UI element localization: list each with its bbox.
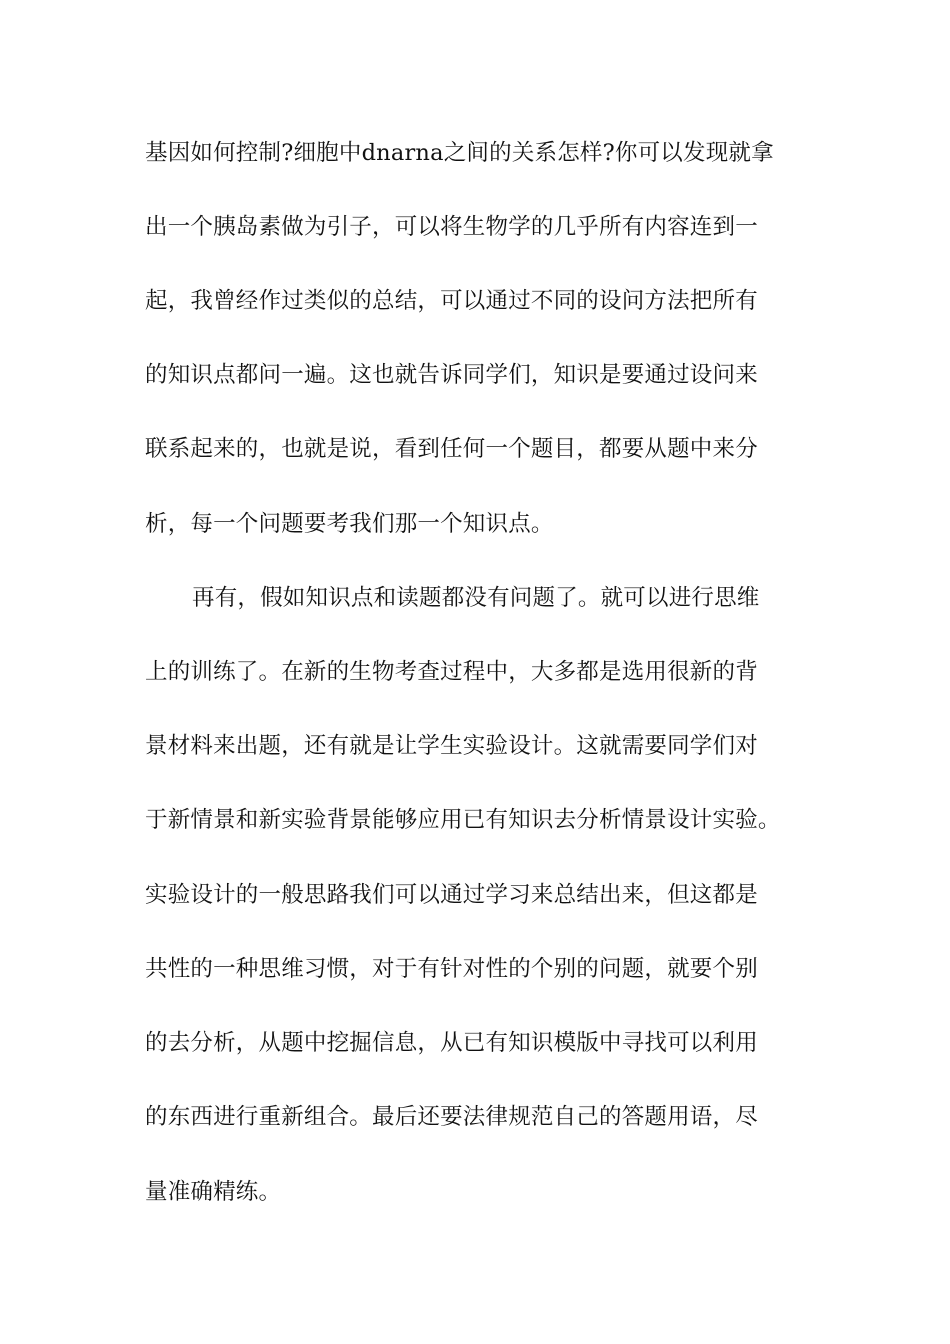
paragraph-line: 出一个胰岛素做为引子，可以将生物学的几乎所有内容连到一 [145, 214, 758, 240]
paragraph-line: 联系起来的，也就是说，看到任何一个题目，都要从题中来分 [145, 436, 758, 462]
paragraph-line: 上的训练了。在新的生物考查过程中，大多都是选用很新的背 [145, 659, 758, 685]
paragraph-line: 析，每一个问题要考我们那一个知识点。 [145, 511, 554, 537]
paragraph-line: 的东西进行重新组合。最后还要法律规范自己的答题用语，尽 [145, 1104, 758, 1130]
paragraph-line: 共性的一种思维习惯，对于有针对性的个别的问题，就要个别 [145, 956, 758, 982]
paragraph-line: 再有，假如知识点和读题都没有问题了。就可以进行思维 [192, 585, 760, 611]
paragraph-line: 实验设计的一般思路我们可以通过学习来总结出来，但这都是 [145, 882, 758, 908]
paragraph-line: 基因如何控制?细胞中dnarna之间的关系怎样?你可以发现就拿 [145, 140, 774, 166]
paragraph-line: 起，我曾经作过类似的总结，可以通过不同的设问方法把所有 [145, 288, 758, 314]
paragraph-line: 的知识点都问一遍。这也就告诉同学们，知识是要通过设问来 [145, 362, 758, 388]
paragraph-line: 景材料来出题，还有就是让学生实验设计。这就需要同学们对 [145, 733, 758, 759]
paragraph-line: 于新情景和新实验背景能够应用已有知识去分析情景设计实验。 [145, 807, 781, 833]
paragraph-line: 量准确精练。 [145, 1179, 282, 1205]
paragraph-line: 的去分析，从题中挖掘信息，从已有知识模版中寻找可以利用 [145, 1030, 758, 1056]
